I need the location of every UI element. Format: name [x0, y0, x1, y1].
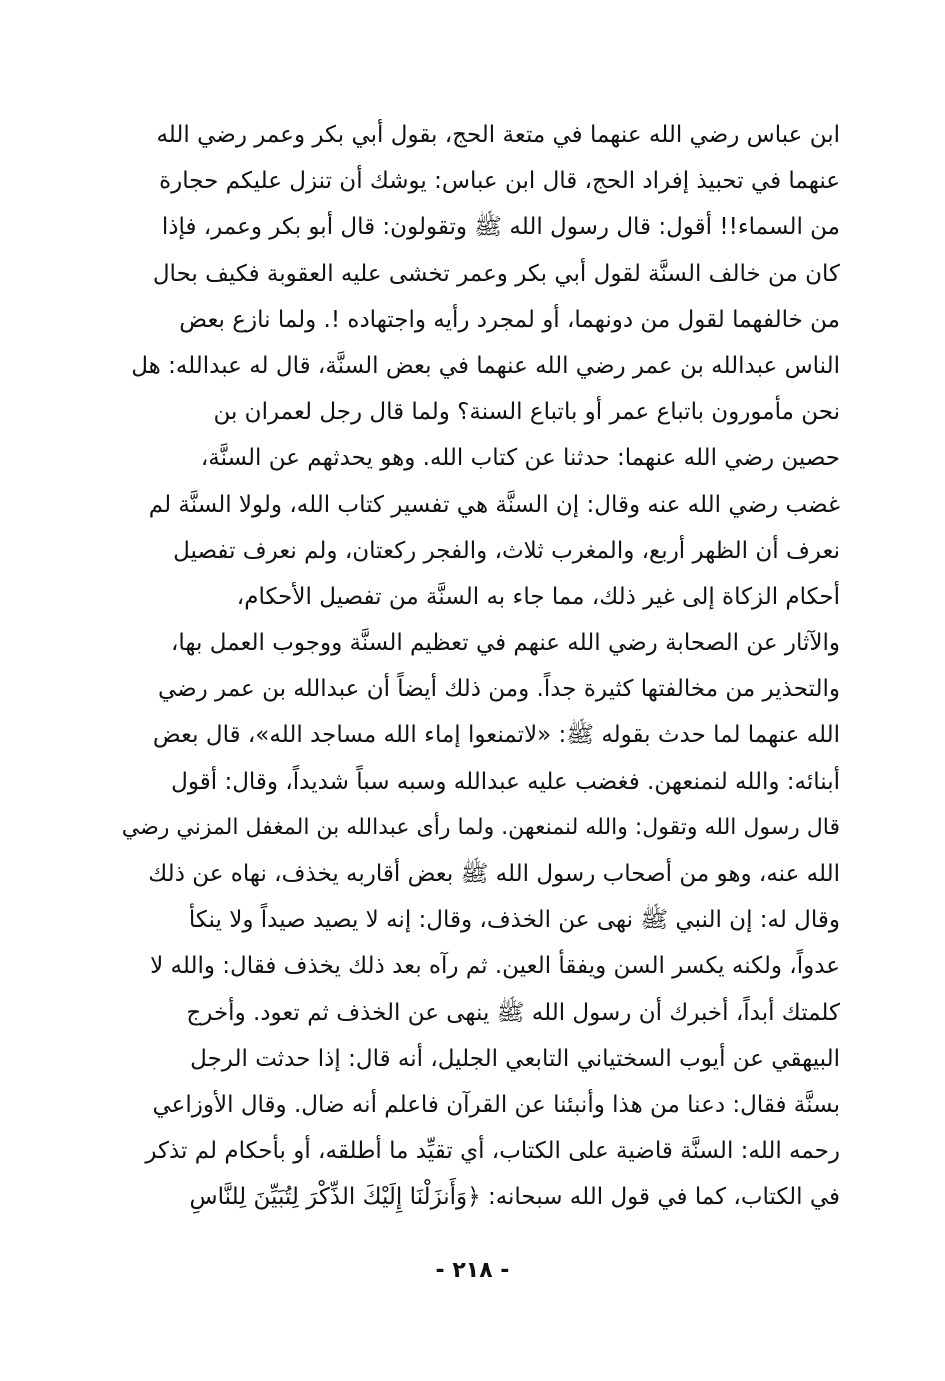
text-line: والتحذير من مخالفتها كثيرة جداً. ومن ذلك أيضاً أن عبدالله بن عمر رضي: [157, 676, 840, 703]
text-line: نعرف أن الظهر أربع، والمغرب ثلاث، والفجر ركعتان، ولم نعرف تفصيل: [173, 537, 840, 564]
text-line: أبنائه: والله لنمنعهن. فغضب عليه عبدالله وسبه سباً شديداً، وقال: أقول: [171, 768, 840, 795]
text-line: وقال له: إن النبي ﷺ نهى عن الخذف، وقال: إنه لا يصيد صيداً ولا ينكأ: [188, 907, 840, 934]
text-line: غضب رضي الله عنه وقال: إن السنَّة هي تفسير كتاب الله، ولولا السنَّة لم: [148, 491, 840, 518]
text-line: نحن مأمورون باتباع عمر أو باتباع السنة؟ ولما قال رجل لعمران بن: [213, 399, 840, 426]
text-line: الناس عبدالله بن عمر رضي الله عنهما في بعض السنَّة، قال له عبدالله: هل: [131, 352, 840, 379]
page-number: - ٢١٨ -: [435, 1258, 510, 1283]
text-line: في الكتاب، كما في قول الله سبحانه: ﴿وَأَنزَلْنَا إِلَيْكَ الذِّكْرَ لِتُبَيِّنَ لِلنَّاسِ: [189, 1184, 840, 1211]
text-line: الله عنه، وهو من أصحاب رسول الله ﷺ بعض أقاربه يخذف، نهاه عن ذلك: [148, 861, 840, 887]
text-line: بسنَّة فقال: دعنا من هذا وأنبئنا عن القرآن فاعلم أنه ضال. وقال الأوزاعي: [152, 1091, 840, 1118]
text-line: عدواً، ولكنه يكسر السن ويفقأ العين. ثم رآه بعد ذلك يخذف فقال: والله لا: [150, 953, 840, 980]
text-line: والآثار عن الصحابة رضي الله عنهم في تعظيم السنَّة ووجوب العمل بها،: [170, 630, 840, 657]
body-text: [120, 112, 840, 1221]
text-line: كلمتك أبداً، أخبرك أن رسول الله ﷺ ينهى عن الخذف ثم تعود. وأخرج: [186, 999, 840, 1026]
text-line: حصين رضي الله عنهما: حدثنا عن كتاب الله. وهو يحدثهم عن السنَّة،: [200, 445, 840, 472]
text-line: من السماء!! أقول: قال رسول الله ﷺ وتقولون: قال أبو بكر وعمر، فإذا: [161, 214, 840, 241]
text-line: الله عنهما لما حدث بقوله ﷺ: «لاتمنعوا إماء الله مساجد الله»، قال بعض: [152, 722, 840, 749]
text-line: البيهقي عن أيوب السختياني التابعي الجليل، أنه قال: إذا حدثت الرجل: [190, 1045, 840, 1072]
text-line: رحمه الله: السنَّة قاضية على الكتاب، أي تقيِّد ما أطلقه، أو بأحكام لم تذكر: [145, 1138, 840, 1165]
text-line: كان من خالف السنَّة لقول أبي بكر وعمر تخشى عليه العقوبة فكيف بحال: [152, 260, 840, 287]
text-line: من خالفهما لقول من دونهما، أو لمجرد رأيه واجتهاده !. ولما نازع بعض: [179, 306, 840, 333]
text-line: ابن عباس رضي الله عنهما في متعة الحج، بقول أبي بكر وعمر رضي الله: [156, 122, 840, 148]
text-line: عنهما في تحبيذ إفراد الحج، قال ابن عباس: يوشك أن تنزل عليكم حجارة: [159, 168, 840, 195]
text-line: قال رسول الله وتقول: والله لنمنعهن. ولما رأى عبدالله بن المغفل المزني رضي: [121, 814, 840, 840]
text-line: أحكام الزكاة إلى غير ذلك، مما جاء به السنَّة من تفصيل الأحكام،: [236, 583, 840, 610]
